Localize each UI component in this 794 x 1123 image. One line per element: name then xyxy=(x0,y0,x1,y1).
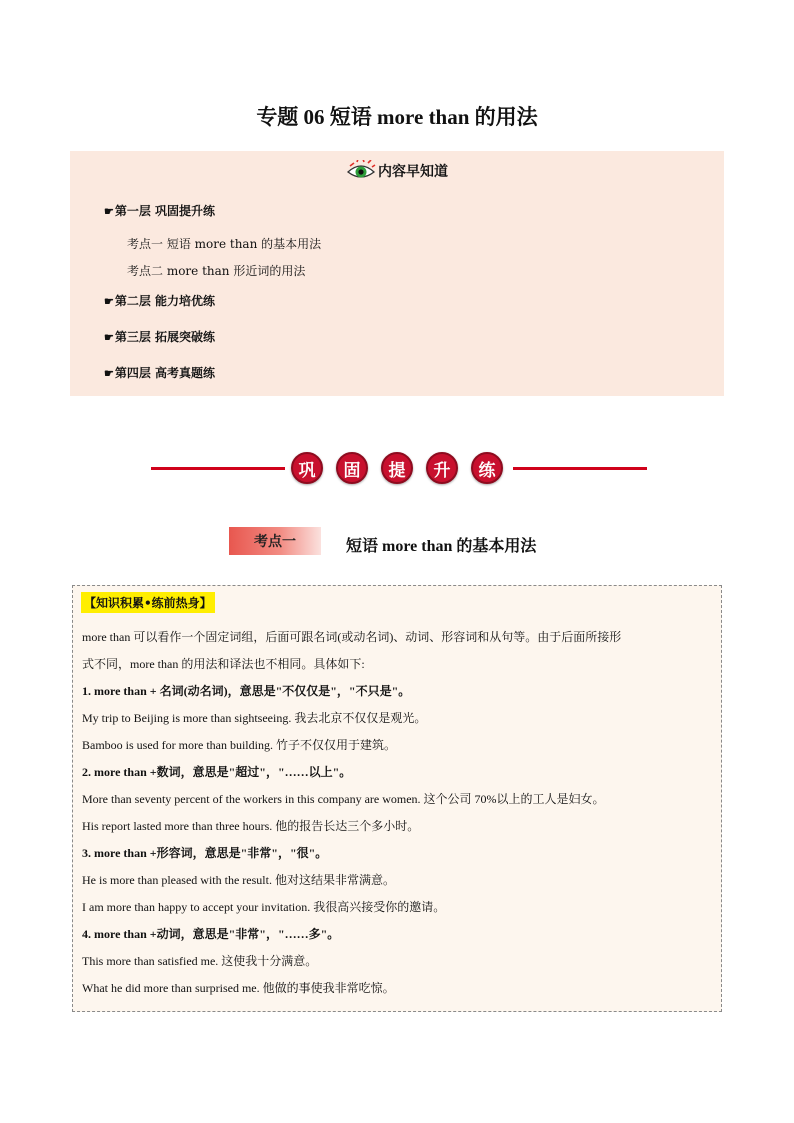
content-line: I am more than happy to accept your invitation. 我很高兴接受你的邀请。 xyxy=(82,900,446,914)
layer-3 xyxy=(104,328,215,345)
banner-char-2: 固 xyxy=(336,452,368,484)
layer-2 xyxy=(104,292,215,309)
content-heading: 4. more than +动词，意思是"非常"，"……多"。 xyxy=(82,927,340,941)
layer-2-label: 第二层 能力培优练 xyxy=(114,294,216,308)
knowledge-box xyxy=(72,585,722,1012)
content-line: What he did more than surprised me. 他做的事使我非常吃惊。 xyxy=(82,981,395,995)
hand-pointer-icon: ☛ xyxy=(104,331,114,344)
content-line: My trip to Beijing is more than sightseeing. 我去北京不仅仅是观光。 xyxy=(82,711,427,725)
content-heading: 1. more than + 名词(动名词)，意思是"不仅仅是"，"不只是"。 xyxy=(82,684,411,698)
point-1: 考点一 短语 more than 的基本用法 xyxy=(127,237,322,251)
banner-line-left xyxy=(151,467,285,470)
kaodian-title: 短语 more than 的基本用法 xyxy=(346,538,537,555)
knowledge-label: 【知识积累•练前热身】 xyxy=(81,592,215,613)
content-heading: 2. more than +数词，意思是"超过"，"……以上"。 xyxy=(82,765,352,779)
content-line: Bamboo is used for more than building. 竹子不仅仅用于建筑。 xyxy=(82,738,396,752)
content-line: He is more than pleased with the result. 他对这结果非常满意。 xyxy=(82,873,395,887)
content-line: His report lasted more than three hours. 他的报告长达三个多小时。 xyxy=(82,819,420,833)
banner-line-right xyxy=(513,467,647,470)
eye-icon xyxy=(346,160,376,182)
content-line: This more than satisfied me. 这使我十分满意。 xyxy=(82,954,318,968)
banner-char-4: 升 xyxy=(426,452,458,484)
kaodian-tag: 考点一 xyxy=(229,527,321,555)
overview-panel xyxy=(70,151,724,396)
layer-4-label: 第四层 高考真题练 xyxy=(114,366,216,380)
hand-pointer-icon: ☛ xyxy=(104,295,114,308)
layer-3-label: 第三层 拓展突破练 xyxy=(114,330,216,344)
banner-char-5: 练 xyxy=(471,452,503,484)
content-line: 式不同，more than 的用法和译法也不相同。具体如下: xyxy=(82,657,365,671)
layer-1-label: 第一层 巩固提升练 xyxy=(114,204,216,218)
section-banner xyxy=(151,450,647,488)
overview-heading: 内容早知道 xyxy=(378,164,448,180)
banner-char-3: 提 xyxy=(381,452,413,484)
layer-4 xyxy=(104,364,215,381)
page-title: 专题 06 短语 more than 的用法 xyxy=(256,105,538,129)
point-2: 考点二 more than 形近词的用法 xyxy=(127,264,306,278)
overview-heading-row xyxy=(70,158,724,184)
hand-pointer-icon: ☛ xyxy=(104,205,114,218)
content-line: More than seventy percent of the workers in this company are women. 这个公司 70%以上的工人是妇女。 xyxy=(82,792,605,806)
content-heading: 3. more than +形容词，意思是"非常"，"很"。 xyxy=(82,846,328,860)
banner-char-1: 巩 xyxy=(291,452,323,484)
layer-1 xyxy=(104,202,215,219)
content-line: more than 可以看作一个固定词组，后面可跟名词(或动名词)、动词、形容词和从句等。由于后面所接形 xyxy=(82,630,622,644)
hand-pointer-icon: ☛ xyxy=(104,367,114,380)
